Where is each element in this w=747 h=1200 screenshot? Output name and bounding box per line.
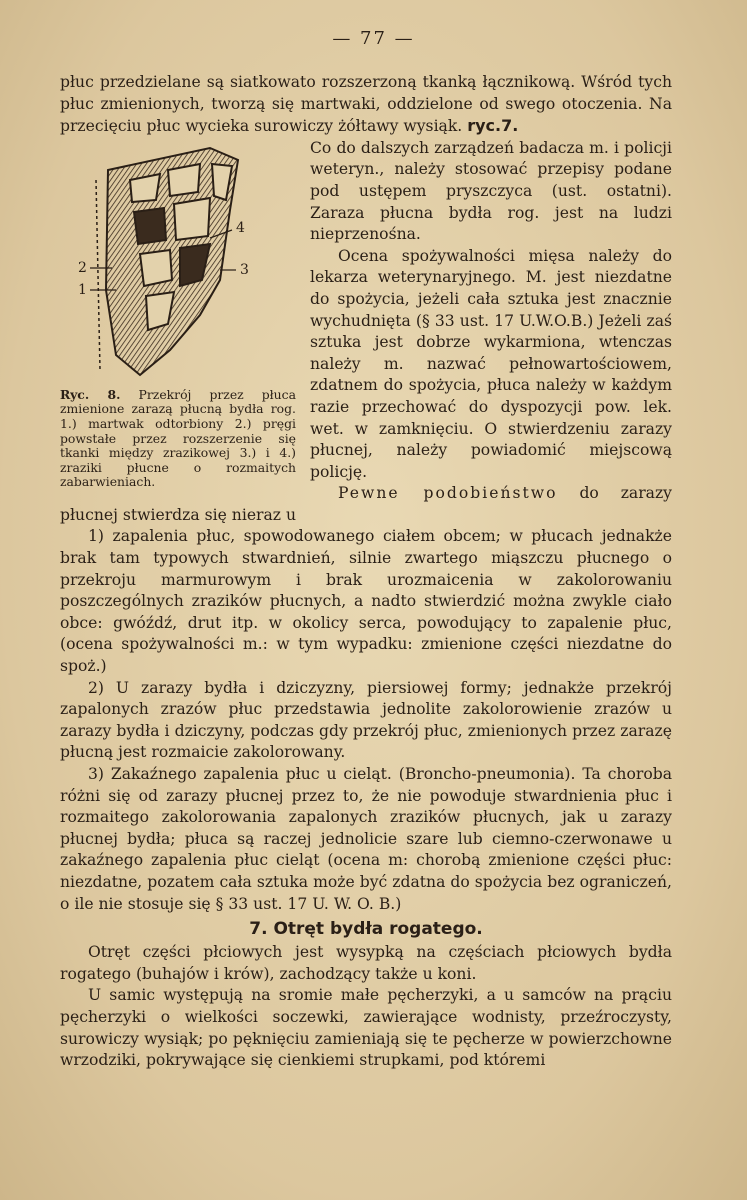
figure-caption xyxy=(60,388,296,490)
paragraph-5: 1) zapalenia płuc, spowodowanego ciałem obcem; w płucach jednakże brak tam typowych stwardnień, silnie zwartego miąszczu płucnego o przekroju marmurowym i brak urozmaicenia w zakolorowaniu poszczególnych zrazików płucnych, a nadto stwierdzić można zwykle ciało obce: gwóźdź, drut itp. w okolicy serca, powodujący to zapalenie płuc, (ocena spożywalności m.: w tym wypadku: zmienione części niezdatne do spoż.) xyxy=(60,527,672,676)
paragraph-3: Ocena spożywalności mięsa należy do lekarza weterynaryjnego. M. jest niezdatne do spożycia, jeżeli cała sztuka jest znacznie wychudnięta (§ 33 ust. 17 U.W.O.B.) Jeżeli zaś sztuka jest dobrze wykarmiona, wtenczas należy m. nazwać pełnowartościowem, zdatnem do spożycia, płuca należy w każdym razie przechować do dyspozycji pow. lek. wet. w zamknięciu. O stwierdzeniu zarazy płucnej, należy powiadomić miejscową policję. xyxy=(310,246,672,481)
paragraph-4-text: do zarazy płucnej stwierdza się nieraz u xyxy=(60,484,672,524)
spaced-phrase: Pewne podobieństwo xyxy=(338,484,558,503)
paragraph-1-text: płuc przedzielane są siatkowato rozszerzoną tkanką łącznikową. Wśród tych płuc zmienionych, tworzą się martwaki, oddzielone od swego otoczenia. Na przecięciu płuc wycieka surowiczy żółtawy wysiąk. xyxy=(60,73,672,136)
page-number: — 77 — xyxy=(332,28,415,49)
paragraph-9: U samic występują na sromie małe pęcherzyki, a u samców na prąciu pęcherzyki o wielkości soczewki, zawierające wodnisty, przeźroczysty, surowiczy wysiąk; po pęknięciu zamieniają się te pęcherze w powierzchowne wrzodziki, pokrywające się cienkiemi strupkami, pod któremi xyxy=(60,986,672,1070)
paragraph-7: 3) Zakaźnego zapalenia płuc u cieląt. (Broncho-pneumonia). Ta choroba różni się od zarazy płucnej przez to, że nie powoduje stwardnienia płuc i rozmaitego zakolorowania zapalonych zrazików płucnych, jak u zarazy płucnej bydła; płuca są raczej jednolicie szare lub ciemno-czerwonawe u zakaźnego zapalenia płuc cieląt (ocena m: chorobą zmienione części płuc: niezdatne, pozatem cała sztuka może być zdatna do spożycia bez ograniczeń, o ile nie stosuje się § 33 ust. 17 U. W. O. B.) xyxy=(60,765,672,913)
paragraph-1 xyxy=(60,72,672,138)
lung-section-illustration xyxy=(60,140,296,390)
caption-label: Ryc. 8. xyxy=(60,386,121,402)
caption-text: Przekrój przez płuca zmienione zarazą płucną bydła rog. 1.) martwak odtorbiony 2.) pręgi powstałe przez rozszerzenie się tkanki między zrazikowej 3.) i 4.) zraziki płucne o rozmaitych zabarwieniach. xyxy=(60,386,296,490)
lung-tissue-section xyxy=(106,148,238,375)
figure-label-4: 4 xyxy=(236,219,245,236)
figure-label-2: 2 xyxy=(78,259,87,276)
section-border-line xyxy=(96,180,100,370)
page-body xyxy=(60,72,672,1072)
paragraph-2: Co do dalszych zarządzeń badacza m. i policji weteryn., należy stosować przepisy podane pod ustępem pryszczyca (ust. ostatni). Zaraza płucna bydła rog. jest na ludzi nieprzenośna. xyxy=(310,138,672,244)
paragraph-6: 2) U zarazy bydła i dziczyzny, piersiowej formy; jednakże przekrój zapalonych zrazów płuc przedstawia jednolite zakolorowienie zrazów u zarazy bydła i dziczyny, podczas gdy przekrój płuc, zmienionych przez zarazę płucną jest rozmaicie zakolorowany. xyxy=(60,678,672,762)
figure-ryc8 xyxy=(60,140,296,490)
section-heading: 7. Otręt bydła rogatego. xyxy=(249,919,483,940)
paragraph-8: Otręt części płciowych jest wysypką na częściach płciowych bydła rogatego (buhajów i krów), zachodzący także u koni. xyxy=(60,943,672,983)
figure-label-1: 1 xyxy=(78,281,87,298)
figure-label-3: 3 xyxy=(240,261,249,278)
figure-reference-ryc7: ryc.7. xyxy=(467,116,519,136)
